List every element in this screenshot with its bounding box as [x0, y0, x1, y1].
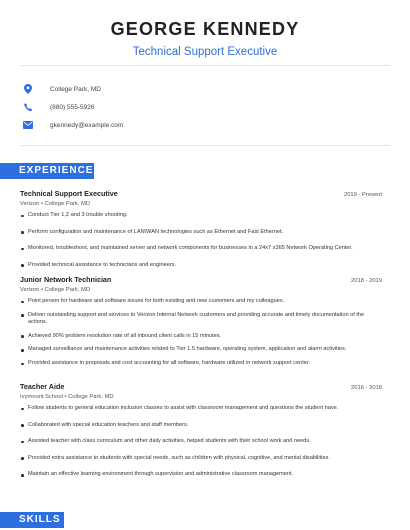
job-bullets: [20, 298, 382, 368]
job-dates: 2018 - 2019: [351, 278, 382, 284]
bullet-item: Monitored, troubleshoot, and maintained server and network components for businesses in a 24x7 x365 Network Operating Center.: [20, 245, 382, 253]
resume-header: [0, 0, 410, 59]
bullet-item: Conduct Tier 1,2 and 3 trouble shooting.: [20, 212, 382, 220]
job-title: Technical Support Executive: [20, 189, 118, 198]
bullet-item: Achieved 90% problem resolution rate of all inbound client calls in 15 minutes.: [20, 333, 382, 341]
contact-phone: [20, 99, 390, 115]
email-text: gkennedy@example.com: [50, 121, 124, 129]
job-title: Junior Network Technician: [20, 275, 112, 284]
envelope-icon: [20, 117, 36, 133]
contact-email: [20, 117, 390, 133]
bullet-item: Maintain an effective learning environment through supervision and administrative classroom management.: [20, 471, 382, 479]
bullet-item: Managed surveillance and maintenance activities related to Tier 1.5 hardware, operating system, application and alarm activities.: [20, 346, 382, 354]
location-text: College Park, MD: [50, 85, 101, 93]
experience-section-heading: EXPERIENCE: [0, 163, 94, 179]
bullet-item: Perform configuration and maintenance of LAN\WAN technologies such as Ethernet and Fast Ethernet.: [20, 229, 382, 237]
bullet-item: Provided assistance in proposals and cost accounting for all software, hardware utilized in network support center.: [20, 360, 382, 368]
job-dates: 2019 - Present: [343, 192, 382, 198]
header-divider: [20, 65, 390, 66]
bullet-item: Point person for hardware and software issues for both existing and new customers and my colleagues.: [20, 298, 382, 306]
job-organization: Verizon • College Park, MD: [20, 287, 91, 293]
bullet-item: Provided extra assistance to students with special needs, such as children with physical, cognitive, and mental disabilities.: [20, 455, 382, 463]
skills-section-heading: SKILLS: [0, 512, 64, 528]
candidate-title: Technical Support Executive: [132, 46, 278, 58]
job-bullets: [20, 212, 382, 269]
bullet-item: Assisted teacher with class curriculum and other daily activities, helped students with their school work and needs.: [20, 438, 382, 446]
location-pin-icon: [20, 81, 36, 97]
phone-icon: [20, 99, 36, 115]
contact-divider: [20, 145, 390, 146]
job-title: Teacher Aide: [20, 382, 65, 391]
bullet-item: Collaborated with special education teachers and staff members.: [20, 422, 382, 430]
job-bullets: [20, 405, 382, 479]
experience-entry: [20, 189, 382, 269]
bullet-item: Deliver outstanding support and services to Verizon Internal Network customers and providing accurate and timely documentation of the actions.: [20, 312, 382, 327]
job-organization: Ivymount School • College Park, MD: [20, 394, 114, 400]
experience-entry: [20, 382, 382, 479]
experience-entry: [20, 275, 382, 368]
job-dates: 2016 - 2018: [351, 385, 382, 391]
phone-text: (880) 555-5926: [50, 103, 95, 111]
candidate-name: GEORGE KENNEDY: [110, 19, 300, 39]
job-organization: Verizon • College Park, MD: [20, 201, 91, 207]
bullet-item: Provided technical assistance to technicians and engineers.: [20, 262, 382, 270]
bullet-item: Follow students to general education inclusion classes to assist with classroom management and questions the student have.: [20, 405, 382, 413]
contact-location: [20, 81, 390, 97]
